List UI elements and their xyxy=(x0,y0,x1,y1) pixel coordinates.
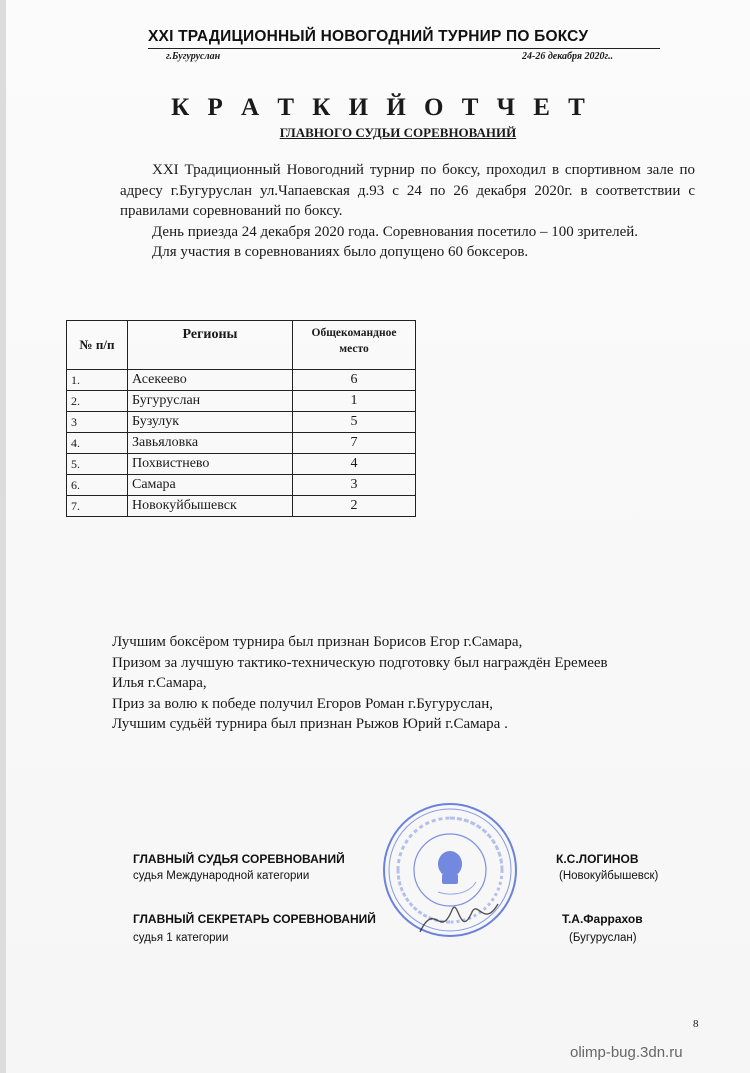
row-num: 4. xyxy=(67,433,128,454)
report-body xyxy=(120,160,695,263)
row-region: Новокуйбышевск xyxy=(128,496,293,517)
row-num: 2. xyxy=(67,391,128,412)
row-place: 6 xyxy=(293,370,416,391)
row-region: Похвистнево xyxy=(128,454,293,475)
row-num: 7. xyxy=(67,496,128,517)
chief-secretary-title: ГЛАВНЫЙ СЕКРЕТАРЬ СОРЕВНОВАНИЙ xyxy=(133,912,376,926)
row-region: Завьяловка xyxy=(128,433,293,454)
award-line: Приз за волю к победе получил Егоров Роман г.Бугуруслан, xyxy=(112,695,493,712)
chief-judge-city: (Новокуйбышевск) xyxy=(559,870,659,882)
page-number: 8 xyxy=(693,1018,699,1030)
header-place: Общекомандное место xyxy=(293,321,416,370)
table-row xyxy=(67,370,416,391)
header-dates: 24-26 декабря 2020г.. xyxy=(522,51,614,62)
table-row xyxy=(67,475,416,496)
table-header-row xyxy=(67,321,416,370)
row-place: 2 xyxy=(293,496,416,517)
header-num: № п/п xyxy=(67,321,128,370)
table-row xyxy=(67,412,416,433)
report-paragraph: XXI Традиционный Новогодний турнир по боксу, проходил в спортивном зале по адресу г.Бугуруслан ул.Чапаевская д.93 с 24 по 26 декабря 2020г. в соответствии с правилами соревнований по боксу. xyxy=(120,162,695,219)
chief-judge-name: К.С.ЛОГИНОВ xyxy=(556,852,639,866)
report-paragraph: Для участия в соревнованиях было допущено 60 боксеров. xyxy=(152,244,529,260)
chief-secretary-category: судья 1 категории xyxy=(133,932,229,944)
site-watermark: olimp-bug.3dn.ru xyxy=(570,1044,683,1061)
chief-secretary-city: (Бугуруслан) xyxy=(569,932,637,944)
row-region: Самара xyxy=(128,475,293,496)
table-row xyxy=(67,496,416,517)
header-title: XXI ТРАДИЦИОННЫЙ НОВОГОДНИЙ ТУРНИР ПО БОКСУ xyxy=(148,28,589,45)
chief-judge-title: ГЛАВНЫЙ СУДЬЯ СОРЕВНОВАНИЙ xyxy=(133,852,345,866)
row-place: 5 xyxy=(293,412,416,433)
header-region: Регионы xyxy=(128,321,293,370)
report-title: К Р А Т К И Й О Т Ч Е Т xyxy=(171,94,591,121)
award-line: Илья г.Самара, xyxy=(112,675,207,691)
row-place: 3 xyxy=(293,475,416,496)
award-line: Лучшим боксёром турнира был признан Борисов Егор г.Самара, xyxy=(112,634,523,650)
chief-secretary-name: Т.А.Фаррахов xyxy=(562,912,643,926)
report-subtitle: ГЛАВНОГО СУДЬИ СОРЕВНОВАНИЙ xyxy=(279,125,517,140)
table-row xyxy=(67,391,416,412)
row-place: 7 xyxy=(293,433,416,454)
row-num: 3 xyxy=(67,412,128,433)
row-region: Асекеево xyxy=(128,370,293,391)
table-row xyxy=(67,433,416,454)
header-city: г.Бугуруслан xyxy=(166,51,221,62)
row-region: Бузулук xyxy=(128,412,293,433)
award-line: Лучшим судьёй турнира был признан Рыжов Юрий г.Самара . xyxy=(112,716,508,732)
row-num: 6. xyxy=(67,475,128,496)
awards-list xyxy=(112,632,702,735)
report-paragraph: День приезда 24 декабря 2020 года. Соревнования посетило – 100 зрителей. xyxy=(152,223,639,240)
table-row xyxy=(67,454,416,475)
row-num: 1. xyxy=(67,370,128,391)
award-line: Призом за лучшую тактико-техническую подготовку был награждён Еремеев xyxy=(112,654,608,671)
results-table xyxy=(66,320,416,517)
row-place: 1 xyxy=(293,391,416,412)
row-num: 5. xyxy=(67,454,128,475)
header-rule xyxy=(148,48,660,49)
official-stamp-icon xyxy=(380,800,520,940)
row-region: Бугуруслан xyxy=(128,391,293,412)
chief-judge-category: судья Международной категории xyxy=(133,870,310,882)
row-place: 4 xyxy=(293,454,416,475)
